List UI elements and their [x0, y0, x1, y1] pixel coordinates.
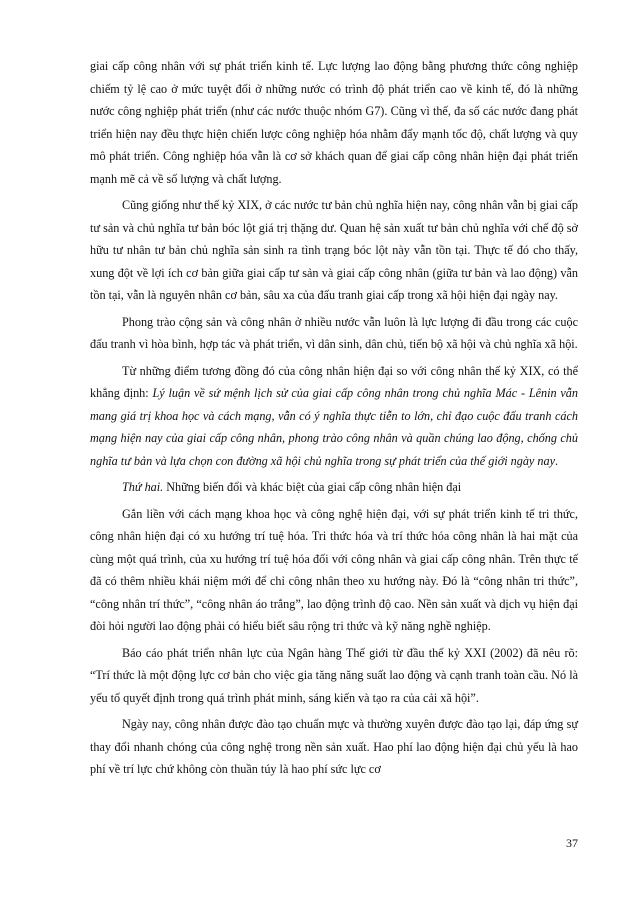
paragraph: Gắn liền với cách mạng khoa học và công nghệ hiện đại, với sự phát triển kinh tế tri thức, công nhân hiện đại có xu hướng trí tuệ hóa. Tri thức hóa và trí thức hóa công nhân là hai mặt của cùng một quá trình, của xu hướng trí tuệ hóa đối với công nhân và giai cấp công nhân. Trên thực tế đã có thêm nhiều khái niệm mới để chỉ công nhân theo xu hướng này. Đó là “công nhân tri thức”, “công nhân trí thức”, “công nhân áo trắng”, lao động trình độ cao. Nền sản xuất và dịch vụ hiện đại đòi hỏi người lao động phải có hiểu biết sâu rộng tri thức và kỹ năng nghề nghiệp.: [90, 506, 578, 633]
paragraph-continuation: giai cấp công nhân với sự phát triển kinh tế. Lực lượng lao động bằng phương thức công nghiệp chiếm tỷ lệ cao ở mức tuyệt đối ở những nước có trình độ phát triển cao về kinh tế, đó là những nước công nghiệp phát triển (như các nước thuộc nhóm G7). Cũng vì thế, đa số các nước đang phát triển hiện nay đều thực hiện chiến lược công nghiệp hóa nhằm đẩy mạnh tốc độ, chất lượng và quy mô phát triển. Công nghiệp hóa vẫn là cơ sở khách quan để giai cấp công nhân hiện đại phát triển mạnh mẽ cả về số lượng và chất lượng.: [90, 59, 578, 186]
paragraph: Cũng giống như thế kỷ XIX, ở các nước tư bản chủ nghĩa hiện nay, công nhân vẫn bị giai cấp tư sản và chủ nghĩa tư bản bóc lột giá trị thặng dư. Quan hệ sản xuất tư bản chủ nghĩa với chế độ sở hữu tư nhân tư bản chủ nghĩa sản sinh ra tình trạng bóc lột này vẫn tồn tại. Thực tế đó cho thấy, xung đột về lợi ích cơ bản giữa giai cấp tư sản và giai cấp công nhân (giữa tư bản và lao động) vẫn tồn tại, vẫn là nguyên nhân cơ bản, sâu xa của đấu tranh giai cấp trong xã hội hiện đại ngày nay.: [90, 198, 578, 302]
section-heading-title: Những biến đổi và khác biệt của giai cấp công nhân hiện đại: [163, 480, 462, 494]
paragraph-end-punctuation: .: [554, 453, 559, 468]
emphasized-statement: Lý luận về sứ mệnh lịch sử của giai cấp công nhân trong chủ nghĩa Mác - Lênin vẫn mang giá trị khoa học và cách mạng, vẫn có ý nghĩa thực tiễn to lớn, chỉ đạo cuộc đấu tranh cách mạng hiện nay của giai cấp công nhân, phong trào công nhân và quần chúng lao động, chống chủ nghĩa tư bản và lựa chọn con đường xã hội chủ nghĩa trong sự phát triển của thế giới ngày nay: [90, 386, 578, 468]
section-heading: [90, 476, 578, 499]
paragraph-conclusion: [90, 360, 578, 473]
page-number: 37: [566, 836, 578, 850]
paragraph-lead-text: Từ những điểm tương đồng đó của công nhân hiện đại so với công nhân thế kỷ XIX, có thể khẳng định:: [90, 363, 578, 400]
paragraph: Ngày nay, công nhân được đào tạo chuẩn mực và thường xuyên được đào tạo lại, đáp ứng sự thay đổi nhanh chóng của công nghệ trong nền sản xuất. Hao phí lao động hiện đại chủ yếu là hao phí về trí lực chứ không còn thuần túy là hao phí sức lực cơ: [90, 717, 578, 776]
paragraph: Phong trào cộng sản và công nhân ở nhiều nước vẫn luôn là lực lượng đi đầu trong các cuộc đấu tranh vì hòa bình, hợp tác và phát triển, vì dân sinh, dân chủ, tiến bộ xã hội và chủ nghĩa xã hội.: [90, 314, 578, 351]
section-heading-ordinal: Thứ hai.: [122, 480, 164, 494]
paragraph: Báo cáo phát triển nhân lực của Ngân hàng Thế giới từ đầu thế kỷ XXI (2002) đã nêu rõ: “Trí thức là một động lực cơ bản cho việc gia tăng năng suất lao động và cạnh tranh toàn cầu. Nó là yếu tố quyết định trong quá trình phát minh, sáng kiến và tạo ra của cải xã hội”.: [90, 645, 578, 705]
